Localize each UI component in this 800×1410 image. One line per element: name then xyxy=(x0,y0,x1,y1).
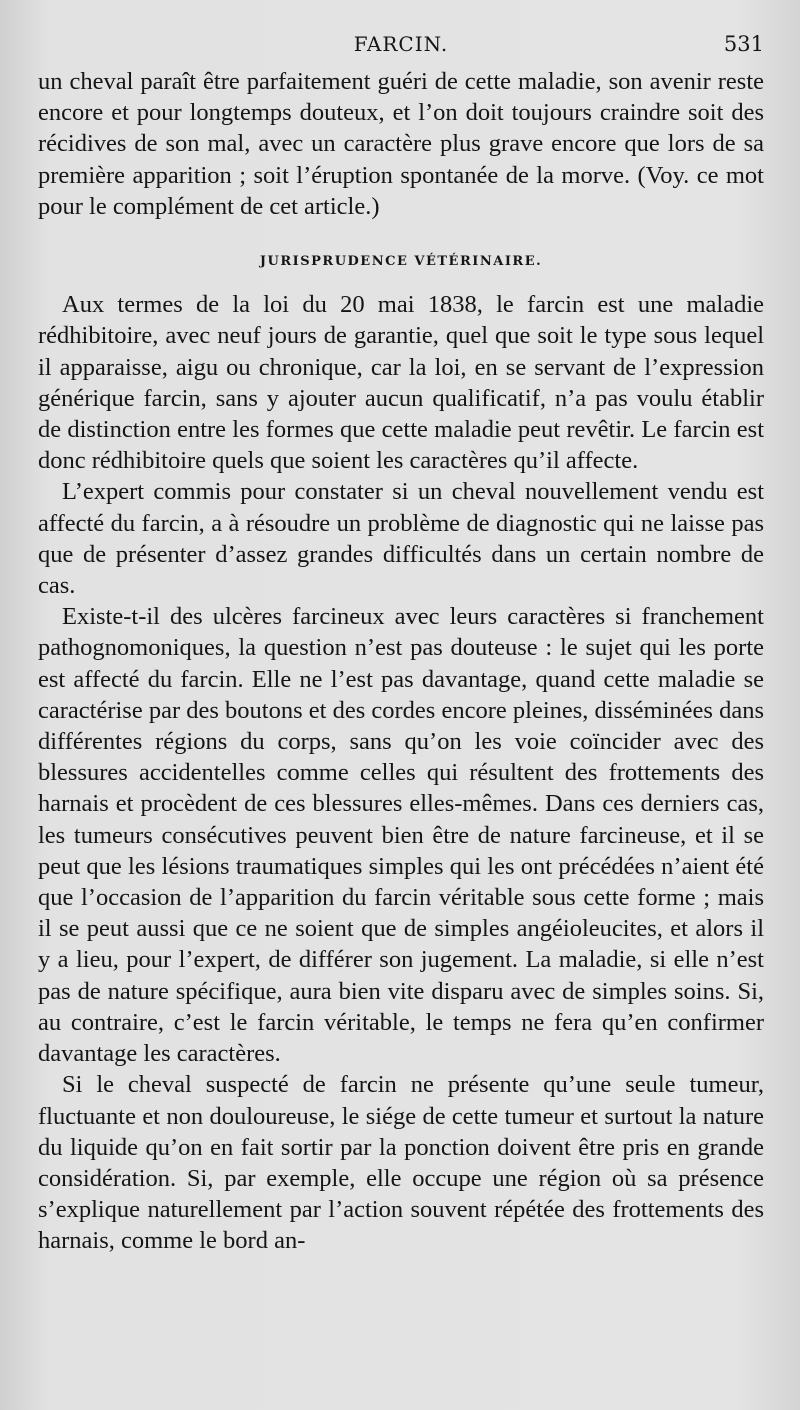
body-text xyxy=(38,66,764,1257)
paragraph: L’expert commis pour constater si un cheval nouvellement vendu est affecté du farcin, a à résoudre un problème de diagnostic qui ne laisse pas que de présenter d’assez grandes difficultés dans un certain nombre de cas. xyxy=(38,478,764,600)
running-head xyxy=(38,26,764,66)
running-head-title: FARCIN. xyxy=(353,32,449,56)
page-number: 531 xyxy=(723,32,764,56)
continued-paragraph: un cheval paraît être parfaitement guéri de cette maladie, son avenir reste encore et pour longtemps douteux, et l’on doit toujours craindre soit des récidives de son mal, avec un caractère plus grave encore que lors de sa première apparition ; soit l’éruption spontanée de la morve. (Voy. ce mot pour le complément de cet article.) xyxy=(38,68,764,220)
paragraph: Aux termes de la loi du 20 mai 1838, le farcin est une maladie rédhibitoire, avec neuf jours de garantie, quel que soit le type sous lequel il apparaisse, aigu ou chronique, car la loi, en se servant de l’expression générique farcin, sans y ajouter aucun qualificatif, n’a pas voulu établir de distinction entre les formes que cette maladie peut revêtir. Le farcin est donc rédhibitoire quels que soient les caractères qu’il affecte. xyxy=(38,291,764,475)
paragraph: Si le cheval suspecté de farcin ne présente qu’une seule tumeur, fluctuante et non douloureuse, le siége de cette tumeur et surtout la nature du liquide qu’on en fait sortir par la ponction doivent être pris en grande considération. Si, par exemple, elle occupe une région où sa présence s’explique naturellement par l’action souvent répétée des frottements des harnais, comme le bord an- xyxy=(38,1071,764,1255)
section-heading: JURISPRUDENCE VÉTÉRINAIRE. xyxy=(259,254,543,270)
paragraph: Existe-t-il des ulcères farcineux avec leurs caractères si franchement pathognomoniques, la question n’est pas douteuse : le sujet qui les porte est affecté du farcin. Elle ne l’est pas davantage, quand cette maladie se caractérise par des boutons et des cordes encore pleines, disséminées dans différentes régions du corps, sans qu’on les voie coïncider avec des blessures accidentelles comme celles qui résultent des frottements des harnais et procèdent de ces blessures elles-mêmes. Dans ces derniers cas, les tumeurs consécutives peuvent bien être de nature farcineuse, et il se peut que les lésions traumatiques simples qui les ont précédées n’aient été que l’occasion de l’apparition du farcin véritable sous cette forme ; mais il se peut aussi que ce ne soient que de simples angéioleucites, et alors il y a lieu, pour l’expert, de différer son jugement. La maladie, si elle n’est pas de nature spécifique, aura bien vite disparu avec de simples soins. Si, au contraire, c’est le farcin véritable, le temps ne fera qu’en confirmer davantage les caractères. xyxy=(38,603,764,1068)
